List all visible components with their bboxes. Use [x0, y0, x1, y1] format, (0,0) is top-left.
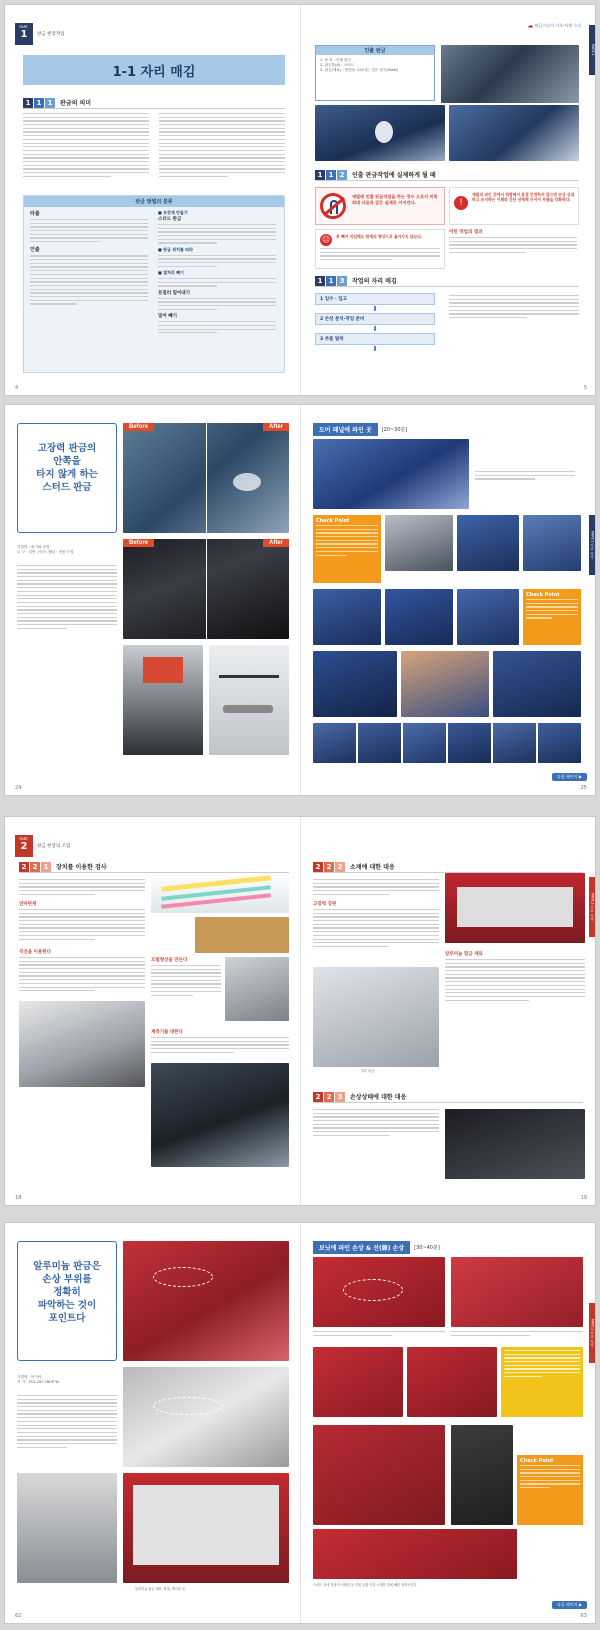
s3-num-3: 3	[335, 1092, 345, 1102]
warning-right-text: 재빌의 파인 것에서 적합해서 용접 안정하지 않으면 손상 상대하고 유지하는 이해와 간단 선택해 두어서 부품을 강화하다.	[472, 192, 575, 202]
tool-box-item-1: 1. 용 어 : 인출 판금	[320, 58, 352, 62]
photo-panel-a	[457, 515, 519, 571]
side-tab: PART.1 기초 지식	[589, 515, 596, 575]
header-tag-text: 판금기술의 기초·차체 수리	[534, 23, 581, 28]
checkpoint-2	[523, 589, 581, 645]
photo-weld-2	[385, 589, 453, 645]
alu-caption: 알루 판금	[361, 1069, 375, 1073]
method-item-tachul: 타출	[30, 211, 40, 217]
page-4	[5, 5, 301, 395]
method-sub-5: 문질러 밀어내기	[158, 290, 190, 296]
result-box-title: 이런 작업의 결과	[449, 230, 483, 235]
sec2-num-2: 1	[326, 170, 336, 180]
page-62	[5, 1223, 301, 1623]
photo-bonnet-3	[313, 1347, 403, 1417]
photo-gauge-check	[151, 1063, 289, 1167]
alert-icon: !	[454, 196, 468, 210]
meta-line-1: 기법명 : 아시야	[17, 1375, 42, 1379]
section-num-2: 1	[34, 98, 44, 108]
heading-high-tensile: 고장력 강판	[313, 902, 337, 907]
tool-info-box	[315, 45, 435, 101]
headline-line-4: 스터드 판금	[42, 482, 92, 493]
warning-right	[449, 187, 579, 225]
sec3-num-3: 3	[337, 276, 347, 286]
no-entry-icon	[320, 193, 346, 219]
meta-block	[17, 545, 117, 555]
flow-step-2: 2 손상 분석·작업 준비	[315, 313, 435, 325]
photo-bonnet-4	[407, 1347, 497, 1417]
page-number: 5	[583, 385, 587, 391]
photo-damage	[445, 1109, 585, 1179]
meta-line-2: 기 기 : YCS-20C+BOP W	[17, 1380, 59, 1384]
flow-step-3: 3 부품 탈착	[315, 333, 435, 345]
spread-3	[4, 816, 596, 1206]
heading-tool: 모범형상을 만든다	[151, 958, 188, 963]
method-sub-2: 스터드 판금	[158, 217, 182, 222]
page-number: 62	[15, 1613, 22, 1619]
s3-num-2: 2	[324, 1092, 334, 1102]
sad-icon: ☹	[321, 235, 331, 244]
sec3-num-2: 1	[326, 276, 336, 286]
s2-num-1: 2	[313, 862, 323, 872]
photo-alu-panel-2	[123, 1367, 289, 1467]
heading-aluminum: 알루미늄 합금 재료	[445, 952, 483, 957]
section-1-1-3	[315, 275, 579, 287]
part-label: PART.	[19, 25, 29, 29]
photo-stud-gun	[313, 1425, 445, 1525]
photo-wood-block	[195, 917, 289, 953]
side-tab: PART.1	[589, 25, 596, 75]
photo-welder-machine	[123, 645, 203, 755]
heading-ruler: 연마판재	[19, 902, 37, 907]
heading-gauge: 계측기를 대한다	[151, 1030, 183, 1035]
photo-pull-2	[401, 651, 489, 717]
sec2-num-1: 1	[315, 170, 325, 180]
photo-gauge-tool	[225, 957, 289, 1021]
page-19	[301, 817, 596, 1205]
tool-box-title: 인출 판금	[316, 46, 434, 55]
next-page-button[interactable]: 다음 페이지 ▶	[552, 773, 587, 781]
after-badge: After	[263, 539, 289, 547]
side-tab: PART.2 기초 지식	[589, 1303, 596, 1363]
topic-title: 도어 패널에 파인 곳	[313, 423, 378, 436]
headline-line-3: 정확히	[53, 1287, 81, 1298]
part-badge	[15, 835, 33, 857]
section-num-1: 1	[23, 98, 33, 108]
section2-title: 인출 판금작업에 실제하게 될 때	[352, 172, 436, 179]
topic-header	[313, 423, 407, 435]
photo-door-dent	[313, 439, 469, 509]
method-box-left	[30, 210, 150, 309]
method-item-inchul: 인출	[30, 247, 40, 254]
tool-box-item-3: 3. 판금(재료) : 방법을 나타내는 것은 절곡(Steel)	[320, 68, 399, 72]
part-label: PART.	[19, 837, 29, 841]
side-tab: PART.2 기초 지식	[589, 877, 596, 937]
photo-ruler	[151, 873, 289, 913]
s3-num-1: 2	[313, 1092, 323, 1102]
checkpoint	[517, 1455, 583, 1525]
headline-box	[17, 423, 117, 533]
headline-line-2: 손상 부위를	[42, 1274, 92, 1285]
photo-alu-welder	[17, 1473, 117, 1583]
arrow-down-icon: ⬇	[372, 325, 378, 333]
flow-step-1: 1 입수 · 입고	[315, 293, 435, 305]
headline-box	[17, 1241, 117, 1361]
chapter-title: 1-1 자리 매김	[112, 64, 196, 80]
headline-line-2: 안쪽을	[53, 456, 81, 467]
warning-bottom-text: 못 빼어 작업해도 판재의 형상으로 돌아가지 않는다.	[336, 234, 423, 239]
method-sub-4: ■ 열처리 빼기	[158, 270, 184, 276]
s1-num-2: 2	[30, 862, 40, 872]
arrow-down-icon: ⬇	[372, 345, 378, 353]
method-sub-6: 밀어 빼기	[158, 314, 177, 320]
photo-bonnet-2	[451, 1257, 583, 1327]
part-title: 판금 현장의 조립	[37, 844, 71, 849]
meta-line-1: 기법명 : 평기와 공법	[17, 545, 50, 549]
photo-panel-b	[523, 515, 581, 571]
section-2-2-3	[313, 1091, 583, 1103]
topic-header	[313, 1241, 440, 1253]
page-25	[301, 405, 596, 795]
method-sub-1: ■ 보강재 만들기	[158, 210, 188, 215]
checkpoint-title: Check Point	[520, 1458, 554, 1464]
warning-left-text: 재빌레 인출 판금작업을 하는 경우 오로지 비록 최대 다음과 같은 실제로 이어진다.	[352, 194, 438, 205]
flow-body-text	[449, 295, 579, 321]
part-badge	[15, 23, 33, 45]
photo-pull-3	[493, 651, 581, 717]
meta-line-2: 도 구 : 일반 스터드 웰더 · 전동 드릴	[17, 550, 74, 554]
method-box-title: 판금 방법의 분류	[24, 196, 284, 207]
flow-chart	[315, 293, 435, 353]
section-1-1-2	[315, 169, 579, 181]
result-box	[449, 229, 579, 269]
warning-left	[315, 187, 445, 225]
method-sub-3: ■ 판금 위치를 따라	[158, 246, 194, 252]
topic-range: [30~40분]	[414, 1244, 440, 1251]
photo-weld-1	[313, 589, 381, 645]
checkpoint-2-title: Check Point	[526, 592, 560, 598]
s2-num-3: 2	[335, 862, 345, 872]
section-2-2-2	[313, 861, 583, 873]
headline-line-4: 파악하는 것이	[37, 1300, 97, 1311]
photo-hand-tool	[451, 1425, 513, 1525]
section-num-3: 1	[45, 98, 55, 108]
photo-before-after-1	[123, 423, 289, 533]
section-title: 판금의 의미	[60, 100, 92, 107]
next-page-button[interactable]: 다음 페이지 ▶	[552, 1601, 587, 1609]
before-badge: Before	[123, 423, 154, 431]
sec2-num-3: 2	[337, 170, 347, 180]
headline-line-1: 고장력 판금의	[37, 443, 97, 454]
tools-caption: 알루미늄 판금 재료, 툴대, 케이블 등	[135, 1587, 186, 1591]
page-24	[5, 405, 301, 795]
photo-grinder	[385, 515, 453, 571]
page-number: 4	[15, 385, 19, 391]
photo-weld-3	[457, 589, 519, 645]
section1-title: 장치를 이용한 검사	[56, 864, 107, 871]
method-box	[23, 195, 285, 373]
s1-num-1: 2	[19, 862, 29, 872]
section3-title: 작업의 자리 매김	[352, 278, 397, 285]
photo-pulling	[313, 1529, 517, 1579]
photo-bonnet-1	[313, 1257, 445, 1327]
photo-alu-panel	[313, 967, 439, 1067]
sec3-num-1: 1	[315, 276, 325, 286]
photo-before-after-2	[123, 539, 289, 639]
s2-num-2: 2	[324, 862, 334, 872]
page-63	[301, 1223, 596, 1623]
section3-title: 손상상태에 대한 대응	[350, 1094, 407, 1101]
headline-line-3: 타지 않게 하는	[36, 469, 98, 480]
heading-feel: 직선을 이용한다	[19, 950, 51, 955]
s1-num-3: 1	[41, 862, 51, 872]
photo-strip	[313, 723, 581, 763]
tool-box-item-2: 2. 판금툴(A) : 스터드	[320, 63, 355, 67]
header-tag	[528, 23, 581, 29]
intro-text	[17, 565, 117, 631]
photo-inspection	[19, 1001, 145, 1087]
arrow-down-icon: ⬇	[372, 305, 378, 313]
checkpoint-1	[313, 515, 381, 583]
before-badge: Before	[123, 539, 154, 547]
spread-1	[4, 4, 596, 396]
chapter-banner	[23, 55, 285, 85]
warning-bottom	[315, 229, 445, 269]
part-number: 2	[20, 841, 28, 852]
page-5	[301, 5, 596, 395]
page-number: 25	[580, 785, 587, 791]
photo-tools	[209, 645, 289, 755]
page-number: 19	[580, 1195, 587, 1201]
photo-blue-panel	[315, 105, 445, 161]
page-number: 24	[15, 785, 22, 791]
meta-block	[17, 1375, 117, 1385]
photo-red-panel-1	[123, 1241, 289, 1361]
part-number: 1	[20, 29, 28, 40]
checkpoint-1-title: Check Point	[316, 518, 350, 524]
after-badge: After	[263, 423, 289, 431]
photo-pull-1	[313, 651, 397, 717]
topic-title: 보닛에 파인 손상 & 선(線) 손상	[313, 1241, 410, 1254]
topic-range: [20~30분]	[381, 426, 408, 433]
photo-tool-drawer	[123, 1473, 289, 1583]
note-box	[501, 1347, 583, 1417]
section2-title: 소재에 대한 대응	[350, 864, 395, 871]
section-2-2-1	[19, 861, 289, 873]
method-box-right	[158, 210, 278, 336]
photo-tool-cart	[445, 873, 585, 943]
body-text-col2	[159, 113, 285, 179]
pull-caption: 스터드 건에 전용의 어댑터 등 끼워 등을 인출 소정한 뒤에 빼를 용착시킨다	[313, 1583, 417, 1587]
page-18	[5, 817, 301, 1205]
headline-line-1: 알루미늄 판금은	[33, 1261, 101, 1272]
headline-line-5: 포인트다	[48, 1313, 86, 1324]
page-number: 63	[580, 1613, 587, 1619]
spread-4	[4, 1222, 596, 1624]
photo-dent-car	[441, 45, 579, 103]
photo-stud-weld	[449, 105, 579, 161]
spread-2	[4, 404, 596, 796]
section-1-1-1	[23, 97, 285, 109]
page-number: 18	[15, 1195, 22, 1201]
part-title: 판금 현장작업	[37, 32, 65, 37]
car-icon: 🚗	[528, 23, 535, 28]
body-text-col1	[23, 113, 149, 179]
